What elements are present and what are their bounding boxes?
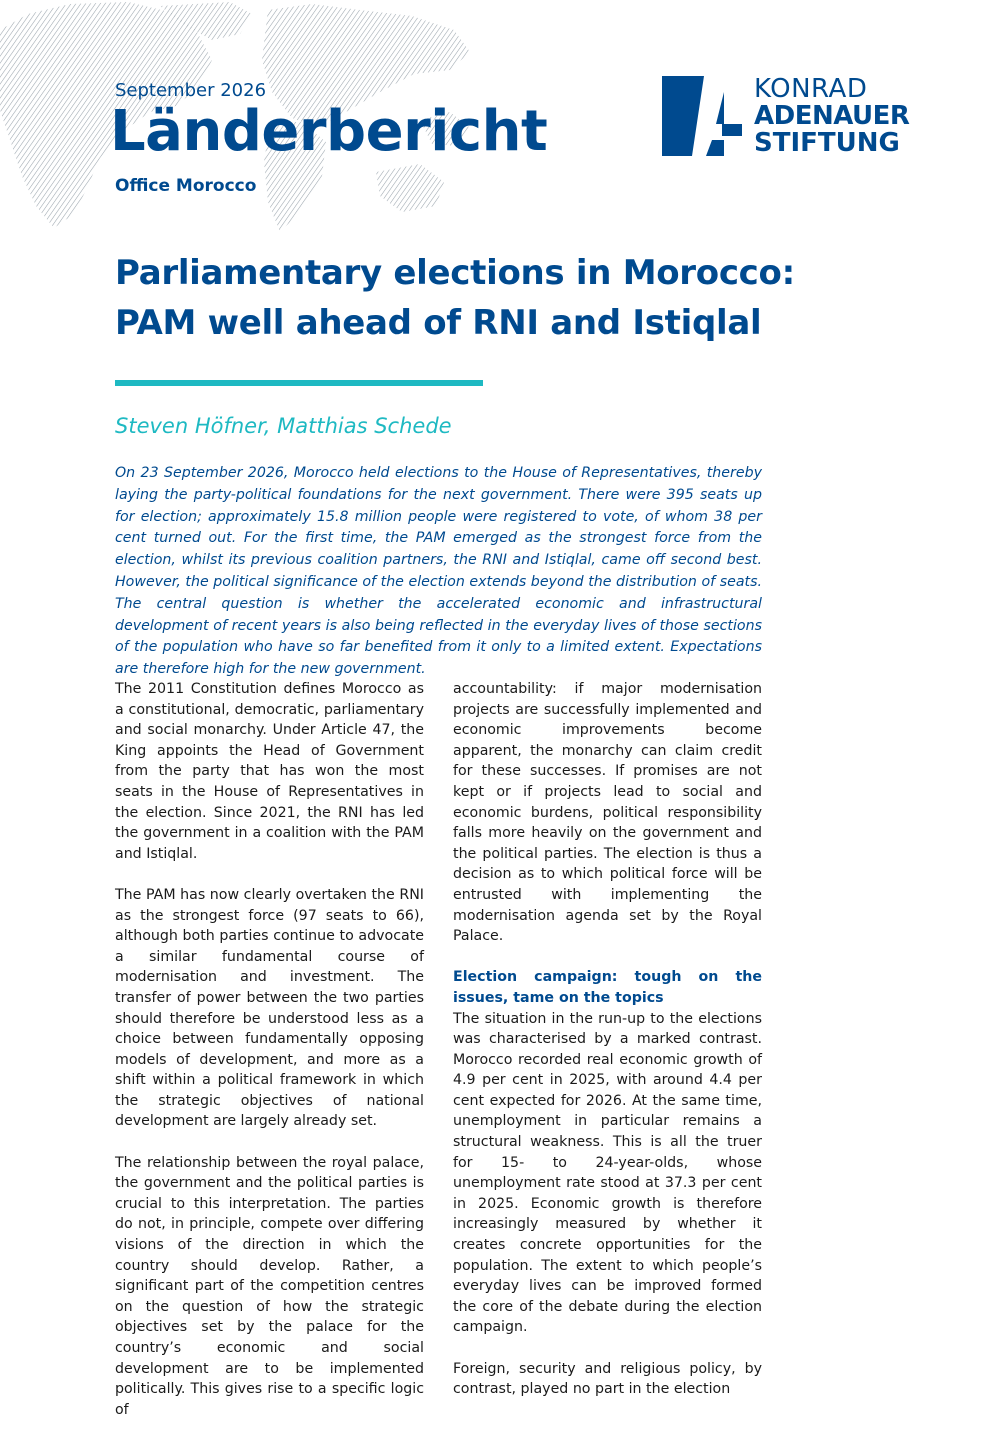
- article-abstract: On 23 September 2026, Morocco held elections to the House of Representatives, thereby laying the party-political foundations for the next government. There were 395 seats up for election; approximately 15.8 million people were registered to vote, of whom 38 per cent turned out. For the first time, the PAM emerged as the strongest force from the election, whilst its previous coalition partners, the RNI and Istiqlal, came off second best. However, the political significance of the election extends beyond the distribution of seats. The central question is whether the accelerated economic and infrastructural development of recent years is also being reflected in the everyday lives of those sections of the population who have so far benefited from it only to a limited extent. Expectations are therefore high for the new government.: [115, 465, 762, 678]
- body-paragraph: The relationship between the royal palace, the government and the political parties is crucial to this interpretation. The parties do not, in principle, compete over differing visions of the direction in which the country should develop. Rather, a significant part of the competition centres on the question of how the strategic objectives set by the palace for the country’s economic and social development are to be implemented politically. This gives rise to a specific logic of: [115, 1154, 424, 1418]
- article-title-line-1: Parliamentary elections in Morocco:: [115, 253, 795, 293]
- body-paragraph: The 2011 Constitution defines Morocco as a constitutional, democratic, parliamentary and social monarchy. Under Article 47, the King appoints the Head of Government from the party that has won the most seats in the House of Representatives in the election. Since 2021, the RNI has led the government in a coalition with the PAM and Istiqlal.: [115, 681, 424, 862]
- logo-text-adenauer: ADENAUER: [754, 101, 910, 131]
- body-paragraph: The PAM has now clearly overtaken the RNI as the strongest force (97 seats to 66), although both parties continue to advocate a similar fundamental course of modernisation and investment. The transfer of power between the two parties should therefore be understood less as a choice between fundamentally opposing models of development, and more as a shift within a political framework in which the strategic objectives of national development are largely already set.: [115, 886, 424, 1130]
- article-title-line-2: PAM well ahead of RNI and Istiqlal: [115, 303, 762, 343]
- body-column-left: [115, 679, 424, 1441]
- body-paragraph: accountability: if major modernisation projects are successfully implemented and economic improvements become apparent, the monarchy can claim credit for these successes. If promises are not kept or if projects lead to social and economic burdens, political responsibility falls more heavily on the government and the political parties. The election is thus a decision as to which political force will be entrusted with implementing the modernisation agenda set by the Royal Palace.: [453, 681, 762, 945]
- article-title: [115, 248, 875, 348]
- report-type-heading: Länderbericht: [110, 99, 548, 164]
- kas-logo-mark-icon: [662, 76, 742, 156]
- logo-text-stiftung: STIFTUNG: [754, 128, 900, 158]
- office-label: Office Morocco: [115, 176, 257, 196]
- body-column-right: [453, 679, 762, 1420]
- section-heading: Election campaign: tough on the issues, tame on the topics: [453, 969, 762, 1006]
- logo-text-konrad: KONRAD: [754, 74, 868, 104]
- article-authors: Steven Höfner, Matthias Schede: [115, 414, 452, 438]
- report-date: September 2026: [115, 80, 267, 101]
- body-paragraph: The situation in the run-up to the elections was characterised by a marked contrast. Morocco recorded real economic growth of 4.9 per cent in 2025, with around 4.4 per cent expected for 2026. At the same time, unemployment in particular remains a structural weakness. This is all the truer for 15- to 24-year-olds, whose unemployment rate stood at 37.3 per cent in 2025. Economic growth is therefore increasingly measured by whether it creates concrete opportunities for the population. The extent to which people’s everyday lives can be improved formed the core of the debate during the election campaign.: [453, 1010, 762, 1336]
- body-paragraph: Foreign, security and religious policy, by contrast, played no part in the election: [453, 1360, 762, 1398]
- kas-logo: [662, 74, 942, 158]
- title-divider: [115, 380, 483, 386]
